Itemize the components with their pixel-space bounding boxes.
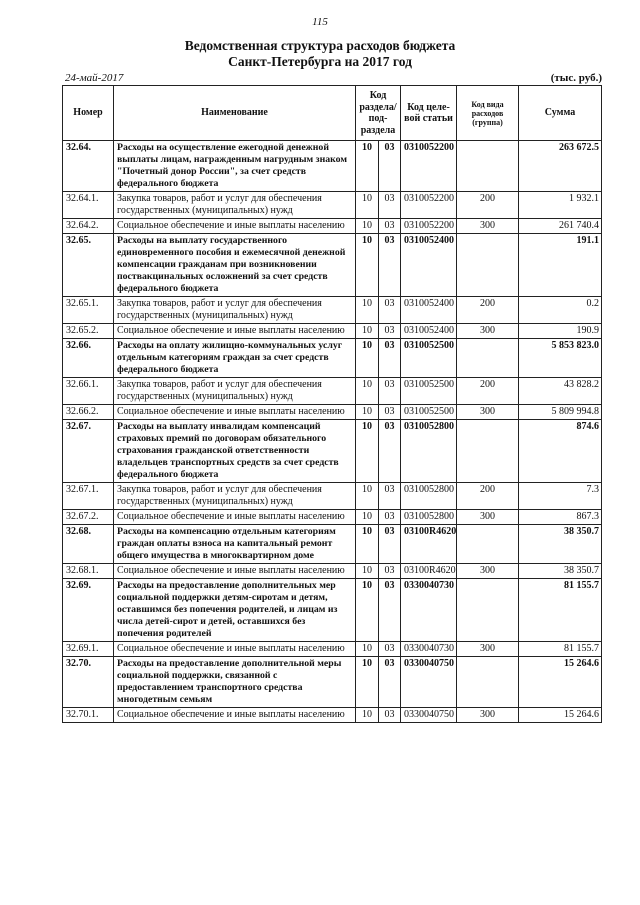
row-section: 10 <box>356 564 379 579</box>
header-expense-group: Код вида расходов (группа) <box>457 86 519 141</box>
row-expense-group: 300 <box>457 708 519 723</box>
row-target-code: 0310052500 <box>401 405 457 420</box>
row-expense-group <box>457 525 519 564</box>
row-number: 32.64.1. <box>63 192 114 219</box>
row-subsection: 03 <box>379 708 401 723</box>
row-number: 32.64.2. <box>63 219 114 234</box>
row-name: Социальное обеспечение и иные выплаты населению <box>114 708 356 723</box>
row-expense-group: 300 <box>457 510 519 525</box>
document-title <box>0 38 640 70</box>
row-sum: 1 932.1 <box>519 192 602 219</box>
row-target-code: 0310052800 <box>401 510 457 525</box>
row-expense-group: 200 <box>457 483 519 510</box>
row-number: 32.65. <box>63 234 114 297</box>
row-sum: 263 672.5 <box>519 141 602 192</box>
row-section: 10 <box>356 483 379 510</box>
row-subsection: 03 <box>379 510 401 525</box>
title-line-1: Ведомственная структура расходов бюджета <box>184 38 456 53</box>
row-section: 10 <box>356 405 379 420</box>
row-expense-group: 200 <box>457 297 519 324</box>
table-row <box>63 339 602 378</box>
row-target-code: 0310052200 <box>401 219 457 234</box>
title-line-2: Санкт-Петербурга на 2017 год <box>228 54 412 69</box>
header-section: Код раздела/ под-раздела <box>356 86 401 141</box>
table-row <box>63 324 602 339</box>
table-row <box>63 234 602 297</box>
row-section: 10 <box>356 657 379 708</box>
row-section: 10 <box>356 420 379 483</box>
row-target-code: 0330040730 <box>401 579 457 642</box>
table-row <box>63 579 602 642</box>
row-sum: 7.3 <box>519 483 602 510</box>
row-number: 32.70. <box>63 657 114 708</box>
row-section: 10 <box>356 339 379 378</box>
row-name: Расходы на выплату государственного единовременного пособия и ежемесячной денежной компенсации гражданам при возникновении поствакцинальных осложнений за счет средств федерального бюджета <box>114 234 356 297</box>
row-subsection: 03 <box>379 579 401 642</box>
row-target-code: 0310052200 <box>401 192 457 219</box>
table-row <box>63 141 602 192</box>
row-name: Расходы на выплату инвалидам компенсаций страховых премий по договорам обязательного страхования гражданской ответственности владельцев транспортных средств за счет средств федерального бюджета <box>114 420 356 483</box>
row-subsection: 03 <box>379 219 401 234</box>
row-subsection: 03 <box>379 564 401 579</box>
table-row <box>63 483 602 510</box>
table-row <box>63 219 602 234</box>
table-row <box>63 708 602 723</box>
row-name: Социальное обеспечение и иные выплаты населению <box>114 219 356 234</box>
budget-table <box>62 85 602 723</box>
row-expense-group: 300 <box>457 405 519 420</box>
row-subsection: 03 <box>379 141 401 192</box>
row-target-code: 0310052800 <box>401 420 457 483</box>
row-name: Социальное обеспечение и иные выплаты населению <box>114 642 356 657</box>
row-name: Закупка товаров, работ и услуг для обеспечения государственных (муниципальных) нужд <box>114 483 356 510</box>
row-sum: 81 155.7 <box>519 642 602 657</box>
row-section: 10 <box>356 708 379 723</box>
row-section: 10 <box>356 525 379 564</box>
row-number: 32.64. <box>63 141 114 192</box>
row-name: Закупка товаров, работ и услуг для обеспечения государственных (муниципальных) нужд <box>114 192 356 219</box>
row-number: 32.65.2. <box>63 324 114 339</box>
row-sum: 261 740.4 <box>519 219 602 234</box>
row-section: 10 <box>356 234 379 297</box>
row-expense-group <box>457 579 519 642</box>
header-number: Номер <box>63 86 114 141</box>
row-target-code: 0310052500 <box>401 378 457 405</box>
row-expense-group <box>457 339 519 378</box>
row-subsection: 03 <box>379 525 401 564</box>
row-name: Расходы на предоставление дополнительной меры социальной поддержки, связанной с предоставлением транспортного средства многодетным семьям <box>114 657 356 708</box>
row-name: Социальное обеспечение и иные выплаты населению <box>114 564 356 579</box>
row-target-code: 0330040750 <box>401 708 457 723</box>
row-section: 10 <box>356 297 379 324</box>
row-expense-group: 300 <box>457 564 519 579</box>
row-expense-group: 300 <box>457 219 519 234</box>
row-expense-group: 300 <box>457 642 519 657</box>
row-section: 10 <box>356 378 379 405</box>
table-row <box>63 642 602 657</box>
row-expense-group: 200 <box>457 378 519 405</box>
row-subsection: 03 <box>379 642 401 657</box>
row-number: 32.68. <box>63 525 114 564</box>
row-name: Закупка товаров, работ и услуг для обеспечения государственных (муниципальных) нужд <box>114 378 356 405</box>
row-sum: 0.2 <box>519 297 602 324</box>
row-sum: 43 828.2 <box>519 378 602 405</box>
row-target-code: 0310052400 <box>401 324 457 339</box>
row-name: Расходы на оплату жилищно-коммунальных услуг отдельным категориям граждан за счет средств федерального бюджета <box>114 339 356 378</box>
row-target-code: 0310052400 <box>401 297 457 324</box>
row-number: 32.65.1. <box>63 297 114 324</box>
table-row <box>63 297 602 324</box>
row-name: Расходы на осуществление ежегодной денежной выплаты лицам, награжденным нагрудным знаком "Почетный донор России", за счет средств федерального бюджета <box>114 141 356 192</box>
row-name: Расходы на предоставление дополнительных мер социальной поддержки детям-сиротам и детям, оставшимся без попечения родителей, и лицам из числа детей-сирот и детей, оставшихся без попечения родителей <box>114 579 356 642</box>
row-section: 10 <box>356 579 379 642</box>
row-expense-group <box>457 420 519 483</box>
row-subsection: 03 <box>379 405 401 420</box>
document-date: 24-май-2017 <box>65 72 124 84</box>
row-section: 10 <box>356 219 379 234</box>
row-name: Расходы на компенсацию отдельным категориям граждан оплаты взноса на капитальный ремонт общего имущества в многоквартирном доме <box>114 525 356 564</box>
table-row <box>63 405 602 420</box>
row-name: Социальное обеспечение и иные выплаты населению <box>114 324 356 339</box>
row-target-code: 03100R4620 <box>401 525 457 564</box>
table-row <box>63 657 602 708</box>
row-number: 32.66.2. <box>63 405 114 420</box>
row-target-code: 0310052800 <box>401 483 457 510</box>
row-number: 32.67.2. <box>63 510 114 525</box>
row-target-code: 0330040730 <box>401 642 457 657</box>
row-sum: 191.1 <box>519 234 602 297</box>
row-sum: 190.9 <box>519 324 602 339</box>
row-subsection: 03 <box>379 420 401 483</box>
row-subsection: 03 <box>379 297 401 324</box>
row-expense-group: 300 <box>457 324 519 339</box>
row-number: 32.69.1. <box>63 642 114 657</box>
row-name: Социальное обеспечение и иные выплаты населению <box>114 510 356 525</box>
row-number: 32.70.1. <box>63 708 114 723</box>
units-label: (тыс. руб.) <box>550 72 602 84</box>
row-target-code: 0310052200 <box>401 141 457 192</box>
row-section: 10 <box>356 141 379 192</box>
table-row <box>63 420 602 483</box>
row-subsection: 03 <box>379 483 401 510</box>
row-sum: 5 853 823.0 <box>519 339 602 378</box>
header-target: Код целе-вой статьи <box>401 86 457 141</box>
table-header-row <box>63 86 602 141</box>
table-body <box>63 141 602 723</box>
row-target-code: 0310052500 <box>401 339 457 378</box>
row-expense-group <box>457 141 519 192</box>
row-expense-group <box>457 234 519 297</box>
row-name: Социальное обеспечение и иные выплаты населению <box>114 405 356 420</box>
row-subsection: 03 <box>379 234 401 297</box>
row-number: 32.68.1. <box>63 564 114 579</box>
row-sum: 5 809 994.8 <box>519 405 602 420</box>
row-section: 10 <box>356 510 379 525</box>
table-row <box>63 192 602 219</box>
row-subsection: 03 <box>379 339 401 378</box>
row-number: 32.66. <box>63 339 114 378</box>
row-sum: 81 155.7 <box>519 579 602 642</box>
row-sum: 867.3 <box>519 510 602 525</box>
row-sum: 38 350.7 <box>519 525 602 564</box>
row-section: 10 <box>356 642 379 657</box>
table-row <box>63 525 602 564</box>
row-sum: 38 350.7 <box>519 564 602 579</box>
row-subsection: 03 <box>379 657 401 708</box>
row-number: 32.66.1. <box>63 378 114 405</box>
row-sum: 15 264.6 <box>519 708 602 723</box>
row-sum: 15 264.6 <box>519 657 602 708</box>
row-subsection: 03 <box>379 378 401 405</box>
row-target-code: 03100R4620 <box>401 564 457 579</box>
row-sum: 874.6 <box>519 420 602 483</box>
header-sum: Сумма <box>519 86 602 141</box>
row-number: 32.67. <box>63 420 114 483</box>
row-target-code: 0310052400 <box>401 234 457 297</box>
table-row <box>63 378 602 405</box>
table-row <box>63 564 602 579</box>
table-row <box>63 510 602 525</box>
row-expense-group <box>457 657 519 708</box>
row-number: 32.69. <box>63 579 114 642</box>
row-section: 10 <box>356 192 379 219</box>
row-number: 32.67.1. <box>63 483 114 510</box>
row-subsection: 03 <box>379 192 401 219</box>
row-name: Закупка товаров, работ и услуг для обеспечения государственных (муниципальных) нужд <box>114 297 356 324</box>
header-name: Наименование <box>114 86 356 141</box>
row-expense-group: 200 <box>457 192 519 219</box>
page-number: 115 <box>312 16 328 28</box>
row-subsection: 03 <box>379 324 401 339</box>
row-target-code: 0330040750 <box>401 657 457 708</box>
row-section: 10 <box>356 324 379 339</box>
